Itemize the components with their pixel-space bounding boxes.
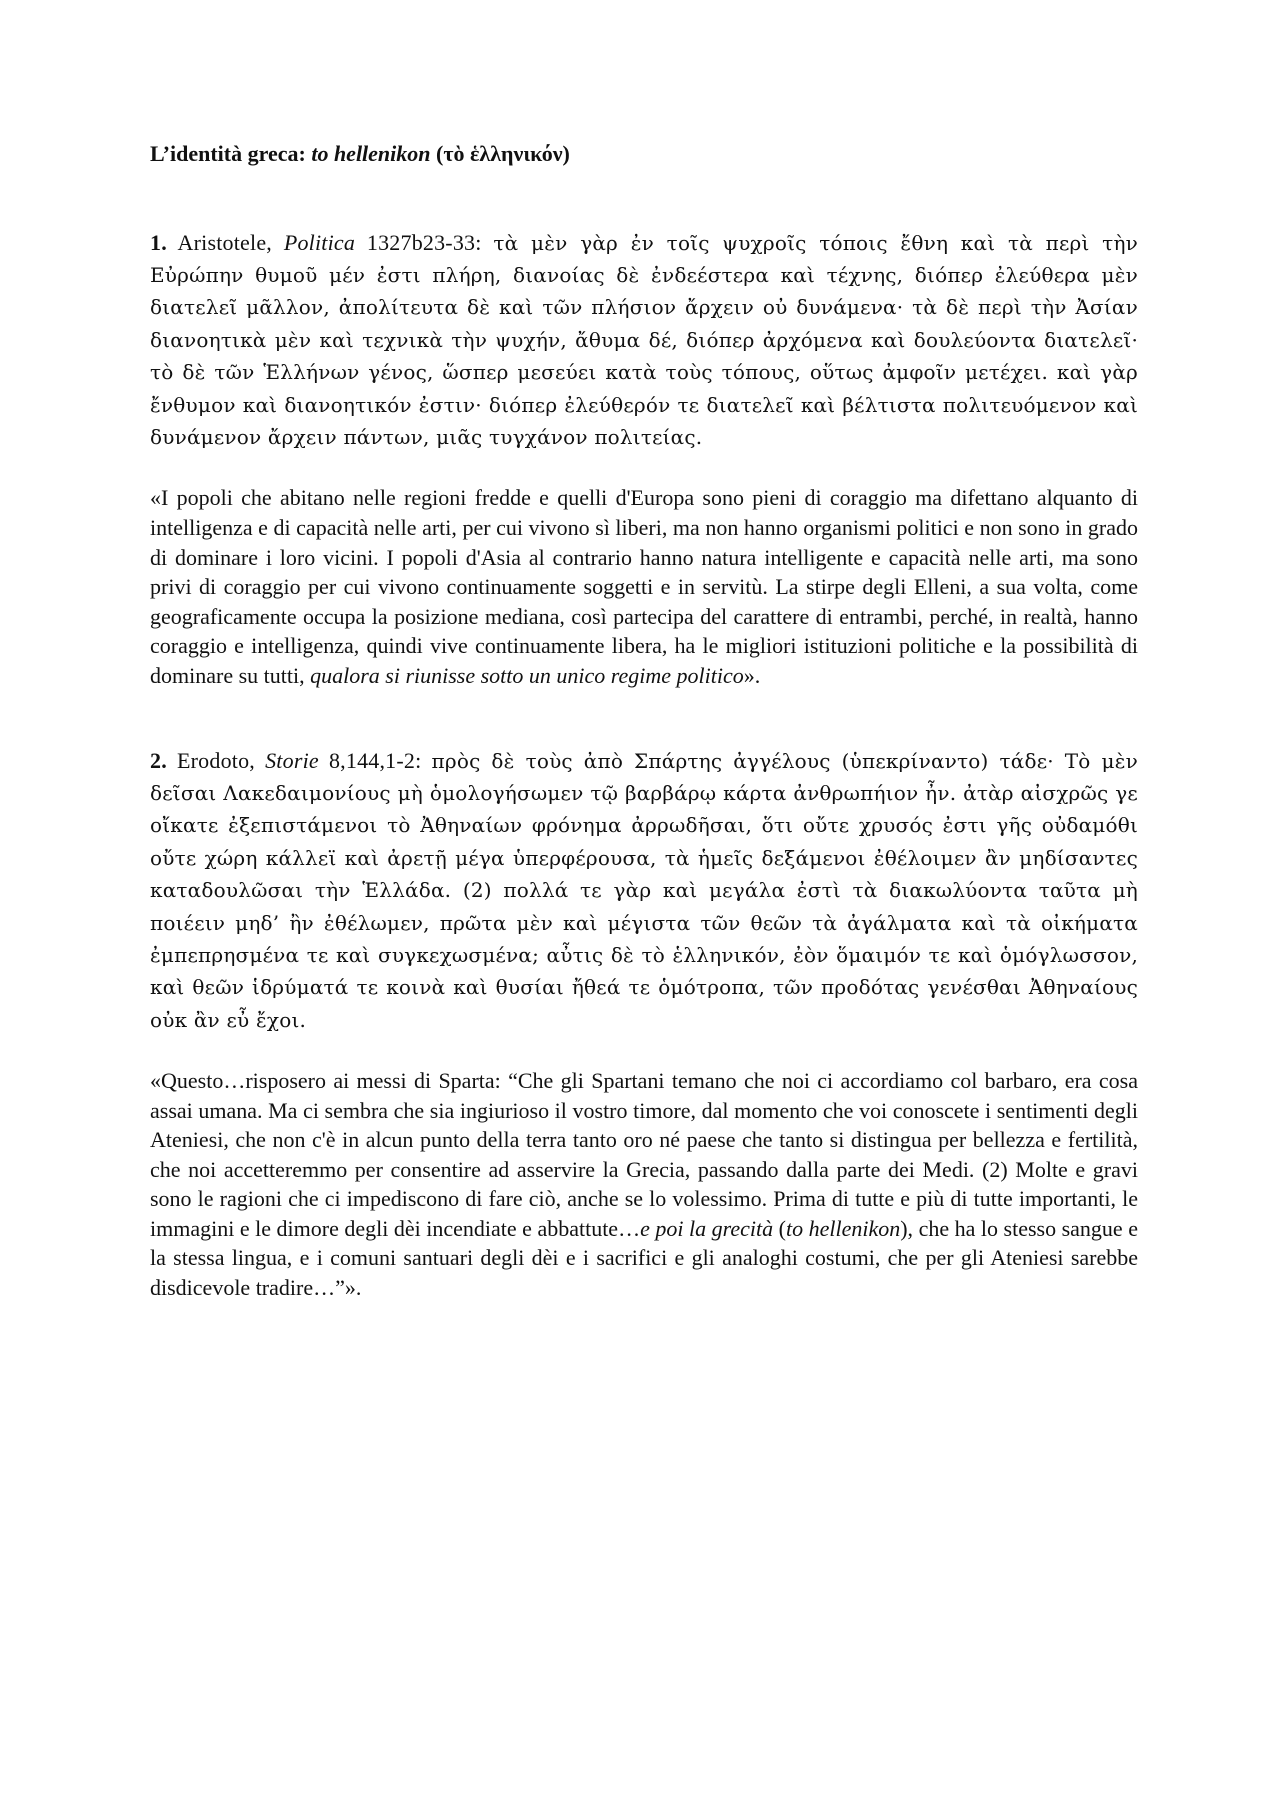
translation-aristotle [150, 483, 1138, 690]
greek-passage-aristotle [150, 227, 1138, 454]
translation-herodotus [150, 1066, 1138, 1302]
greek-text: πρὸς δὲ τοὺς ἀπὸ Σπάρτης ἀγγέλους (ὑπεκρίναντο) τάδε· Τὸ μὲν δεῖσαι Λακεδαιμονίους μὴ ὁμολογήσωμεν τῷ βαρβάρῳ κάρτα ἀνθρωπήιον ἦν. ἀτὰρ αἰσχρῶς γε οἴκατε ἐξεπιστάμενοι τὸ Ἀθηναίων φρόνημα ἀρρωδῆσαι, ὅτι οὔτε χρυσός ἐστι γῆς οὐδαμόθι οὔτε χώρη κάλλεϊ καὶ ἀρετῇ μέγα ὑπερφέρουσα, τὰ ἡμεῖς δεξάμενοι ἐθέλοιμεν ἂν μηδίσαντες καταδουλῶσαι τὴν Ἑλλάδα. (2) πολλά τε γὰρ καὶ μεγάλα ἐστὶ τὰ διακωλύοντα ταῦτα μὴ ποιέειν μηδ’ ἢν ἐθέλωμεν, πρῶτα μὲν καὶ μέγιστα τῶν θεῶν τὰ ἀγάλματα καὶ τὰ οἰκήματα ἐμπεπρησμένα τε καὶ συγκεχωσμένα; αὖτις δὲ τὸ ἑλληνικόν, ἐὸν ὅμαιμόν τε καὶ ὁμόγλωσσον, καὶ θεῶν ἱδρύματά τε κοινὰ καὶ θυσίαι ἤθεά τε ὁμότροπα, τῶν προδότας γενέσθαι Ἀθηναίους οὐκ ἂν εὖ ἔχοι. [150, 748, 1138, 1032]
document-body [150, 140, 1138, 1302]
source-work: Storie [265, 747, 319, 773]
source-work: Politica [283, 229, 356, 255]
section-herodotus [150, 745, 1138, 1303]
source-citation-aristotle [150, 230, 493, 255]
section-aristotle [150, 227, 1138, 691]
translation-end: ». [743, 663, 761, 688]
source-citation-herodotus [150, 748, 432, 773]
translation-mid: ( [773, 1215, 786, 1241]
page-title [150, 140, 1138, 169]
section-number: 2. [150, 747, 167, 773]
source-author: Aristotele, [177, 229, 284, 255]
source-reference: 1327b23-33: [355, 229, 494, 255]
source-reference: 8,144,1-2: [318, 747, 432, 773]
translation-end: ), che ha lo stesso sangue e la stessa lingua, e i comuni santuari degli dèi e i sacrifici e gli analoghi costumi, che per gli Ateniesi sarebbe disdicevole tradire…”». [150, 1215, 1138, 1300]
translation-text: «I popoli che abitano nelle regioni fredde e quelli d'Europa sono pieni di coraggio ma difettano alquanto di intelligenza e di capacità nelle arti, per cui vivono sì liberi, ma non hanno organismi politici e non sono in grado di dominare i loro vicini. I popoli d'Asia al contrario hanno natura intelligente e capacità nelle arti, ma sono privi di coraggio per cui vivono continuamente soggetti e in servitù. La stirpe degli Elleni, a sua volta, come geograficamente occupa la posizione mediana, così partecipa del carattere di entrambi, perché, in realtà, hanno coraggio e intelligenza, quindi vive continuamente libera, ha le migliori istituzioni politiche e la possibilità di dominare su tutti, [150, 485, 1138, 688]
translation-text: «Questo…risposero ai messi di Sparta: “Che gli Spartani temano che noi ci accordiamo col barbaro, era cosa assai umana. Ma ci sembra che sia ingiurioso il vostro timore, dal momento che voi conoscete i sentimenti degli Ateniesi, che non c'è in alcun punto della terra tanto oro né paese che tanto si distingua per bellezza e fertilità, che noi accetteremmo per consentire ad asservire la Grecia, passando dalla parte dei Medi. (2) Molte e gravi sono le ragioni che ci impediscono di fare ciò, anche se lo volessimo. Prima di tutte e più di tutte importanti, le immagini e le dimore degli dèi incendiate e abbattute… [150, 1068, 1138, 1241]
translation-italic: e poi la grecità [640, 1215, 774, 1241]
translation-italic: qualora si riunisse sotto un unico regime politico [310, 663, 744, 688]
title-italic: to hellenikon [311, 141, 431, 166]
translation-italic-term: to hellenikon [785, 1215, 901, 1241]
greek-passage-herodotus [150, 745, 1138, 1037]
title-greek: (τὸ ἑλληνικόν) [436, 141, 570, 166]
source-author: Erodoto, [177, 747, 266, 773]
title-prefix: L’identità greca: [150, 141, 312, 166]
greek-text: τὰ μὲν γὰρ ἐν τοῖς ψυχροῖς τόποις ἔθνη καὶ τὰ περὶ τὴν Εὐρώπην θυμοῦ μέν ἐστι πλήρη, διανοίας δὲ ἐνδεέστερα καὶ τέχνης, διόπερ ἐλεύθερα μὲν διατελεῖ μᾶλλον, ἀπολίτευτα δὲ καὶ τῶν πλήσιον ἄρχειν οὐ δυνάμενα· τὰ δὲ περὶ τὴν Ἀσίαν διανοητικὰ μὲν καὶ τεχνικὰ τὴν ψυχήν, ἄθυμα δέ, διόπερ ἀρχόμενα καὶ δουλεύοντα διατελεῖ· τὸ δὲ τῶν Ἑλλήνων γένος, ὥσπερ μεσεύει κατὰ τοὺς τόπους, οὕτως ἀμφοῖν μετέχει. καὶ γὰρ ἔνθυμον καὶ διανοητικόν ἐστιν· διόπερ ἐλεύθερόν τε διατελεῖ καὶ βέλτιστα πολιτευόμενον καὶ δυνάμενον ἄρχειν πάντων, μιᾶς τυγχάνον πολιτείας. [150, 230, 1138, 450]
section-number: 1. [150, 229, 167, 255]
